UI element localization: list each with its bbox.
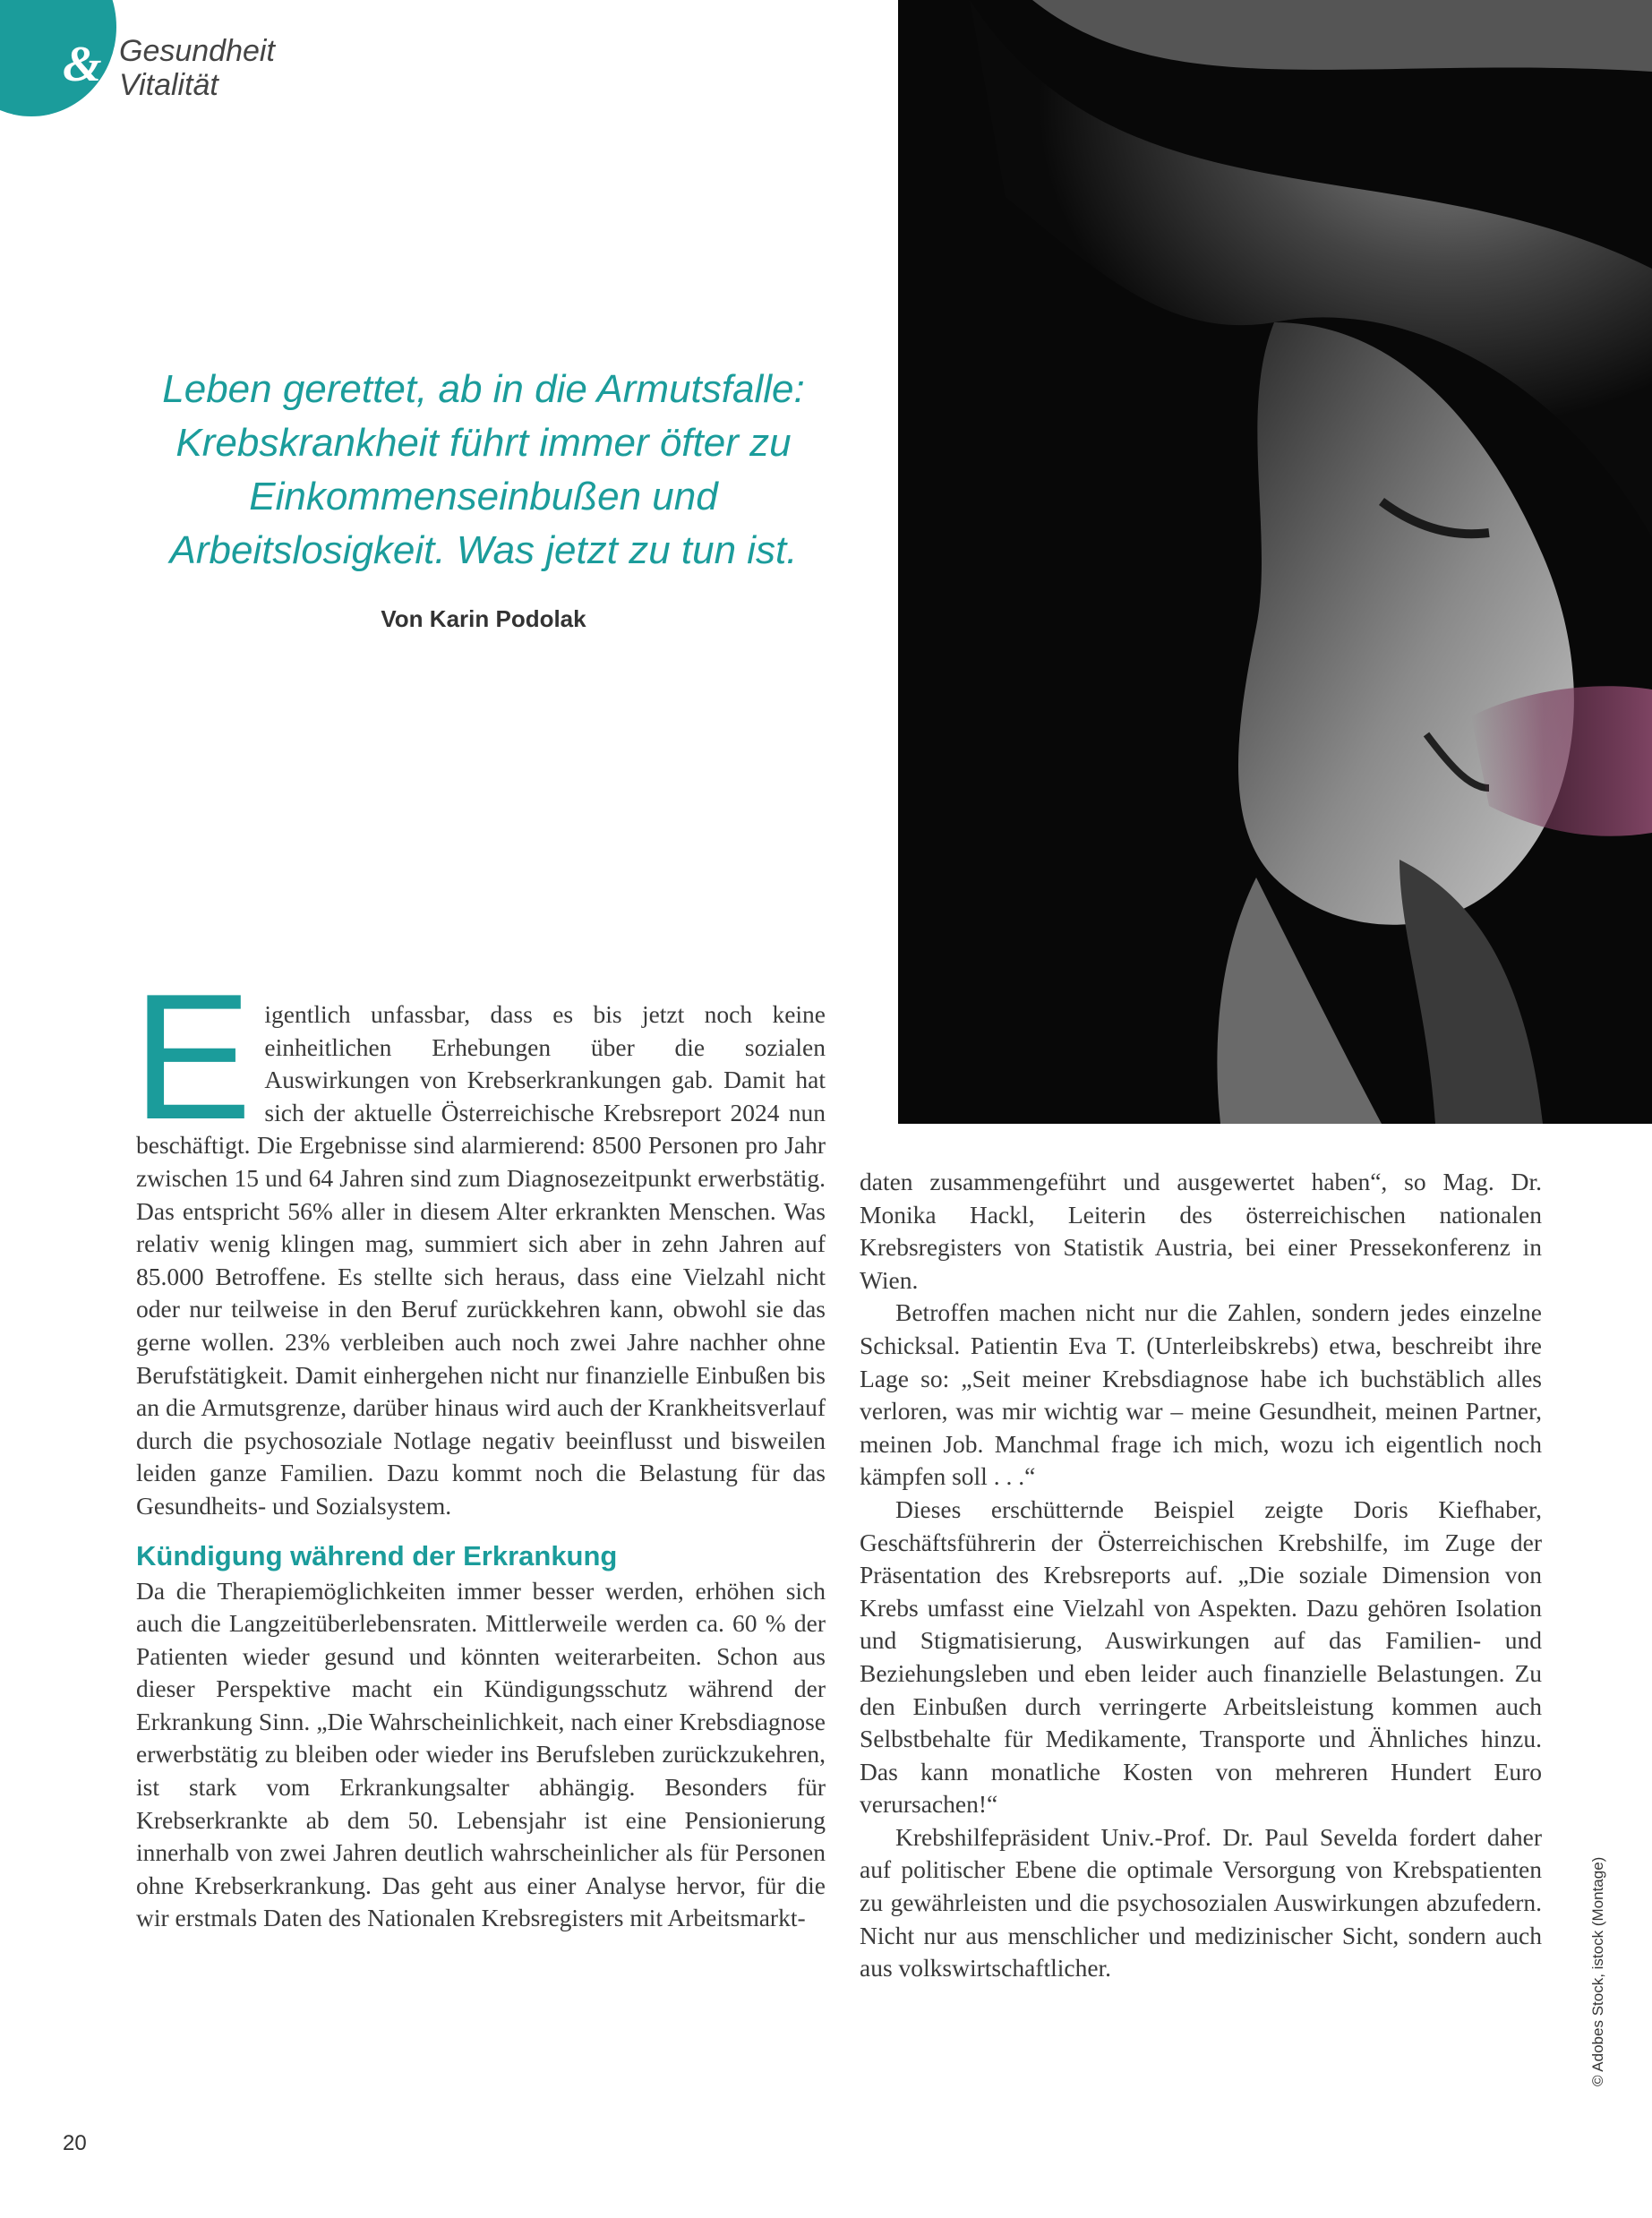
headline-line: Leben gerettet, ab in die Armutsfalle: [162,367,805,411]
hero-photo [898,0,1652,1124]
byline: Von Karin Podolak [381,605,586,632]
headline-line: Einkommenseinbußen und [249,475,718,518]
article-column-right [860,1166,1542,1985]
paragraph: Dieses erschütternde Beispiel zeigte Doris Kiefhaber, Geschäftsführerin der Österreichischen Krebshilfe, im Zuge der Präsentation des Krebsreports auf. „Die soziale Dimension von Krebs umfasst eine Vielzahl von Aspekten. Dazu gehören Isolation und Stigmatisierung, Auswirkungen auf das Familien- und Beziehungsleben und eben leider auch finanzielle Belastungen. Zu den Einbußen durch verringerte Arbeitsleistung kommen auch Selbstbehalte für Medikamente, Transporte und Ähnliches hinzu. Das kann monatliche Kosten von mehreren Hundert Euro verursachen!“ [860,1494,1542,1819]
ampersand-logo: & [63,37,102,92]
headline-line: Arbeitslosigkeit. Was jetzt zu tun ist. [169,528,798,572]
paragraph: Krebshilfepräsident Univ.-Prof. Dr. Paul Sevelda fordert daher auf politischer Ebene die optimale Versorgung von Krebspatienten zu gewährleisten und die psychosozialen Auswirkungen abzufedern. Nicht nur aus menschlicher und medizinischer Sicht, sondern auch aus volkswirtschaftlicher. [860,1822,1542,1982]
paragraph: Da die Therapiemöglichkeiten immer besser werden, erhöhen sich auch die Langzeitüberlebensraten. Mittlerweile werden ca. 60 % der Patienten wieder gesund und könnten weiterarbeiten. Schon aus dieser Perspektive macht ein Kündigungsschutz während der Erkrankung Sinn. „Die Wahrscheinlichkeit, nach einer Krebsdiagnose erwerbstätig zu bleiben oder wieder ins Berufsleben zurückzukehren, ist stark vom Erkrankungsalter abhängig. Besonders für Krebserkrankte ab dem 50. Lebensjahr ist eine Pensionierung innerhalb von zwei Jahren deutlich wahrscheinlicher als für Personen ohne Krebserkrankung. Das geht aus einer Analyse hervor, für die wir erstmals Daten des Nationalen Krebsregisters mit Arbeitsmarkt- [136,1576,826,1932]
photo-credit: © Adobes Stock, istock (Montage) [1589,1856,1606,2086]
headline-line: Krebskrankheit führt immer öfter zu [175,421,792,465]
paragraph: Betroffen machen nicht nur die Zahlen, sondern jedes einzelne Schicksal. Patientin Eva T. (Unterleibskrebs) etwa, beschreibt ihre Lage so: „Seit meiner Krebsdiagnose habe ich buchstäblich alles verloren, was mir wichtig war – meine Gesundheit, meinen Partner, meinen Job. Manchmal frage ich mich, wozu ich eigentlich noch kämpfen soll . . .“ [860,1298,1542,1491]
paragraph: igentlich unfassbar, dass es bis jetzt noch keine einheitlichen Erhebungen über die sozialen Auswirkungen von Krebserkrankungen gab. Damit hat sich der aktuelle Österreichische Krebsreport 2024 nun beschäftigt. Die Ergebnisse sind alarmierend: 8500 Personen pro Jahr zwischen 15 und 64 Jahren sind zum Diagnosezeitpunkt erwerbstätig. Das entspricht 56% aller in diesem Alter erkrankten Menschen. Was relativ wenig klingen mag, summiert sich aber in zehn Jahren auf 85.000 Betroffene. Es stellte sich heraus, dass eine Vielzahl nicht oder nur teilweise in den Beruf zurückkehren kann, obwohl sie das gerne wollen. 23% verbleiben auch noch zwei Jahre nachher ohne Berufstätigkeit. Damit einhergehen nicht nur finanzielle Einbußen bis an die Armutsgrenze, darüber hinaus wird auch der Krankheitsverlauf durch die psychosoziale Notlage negativ beeinflusst und bisweilen leiden ganze Familien. Dazu kommt noch die Belastung für das Gesundheits- und Sozialsystem. [136,1000,826,1520]
page-number: 20 [63,2131,87,2155]
article-column-left [133,957,826,1935]
drop-cap: E [133,957,253,1157]
article-headline [107,363,860,578]
subheading: Kündigung während der Erkrankung [136,1539,618,1571]
woman-portrait-illustration [898,0,1652,1124]
section-title-line2: Vitalität [119,68,218,102]
section-title-line1: Gesundheit [119,34,275,68]
paragraph: daten zusammengeführt und ausgewertet haben“, so Mag. Dr. Monika Hackl, Leiterin des österreichischen nationalen Krebsregisters von Statistik Austria, bei einer Pressekonferenz in Wien. [860,1168,1542,1294]
